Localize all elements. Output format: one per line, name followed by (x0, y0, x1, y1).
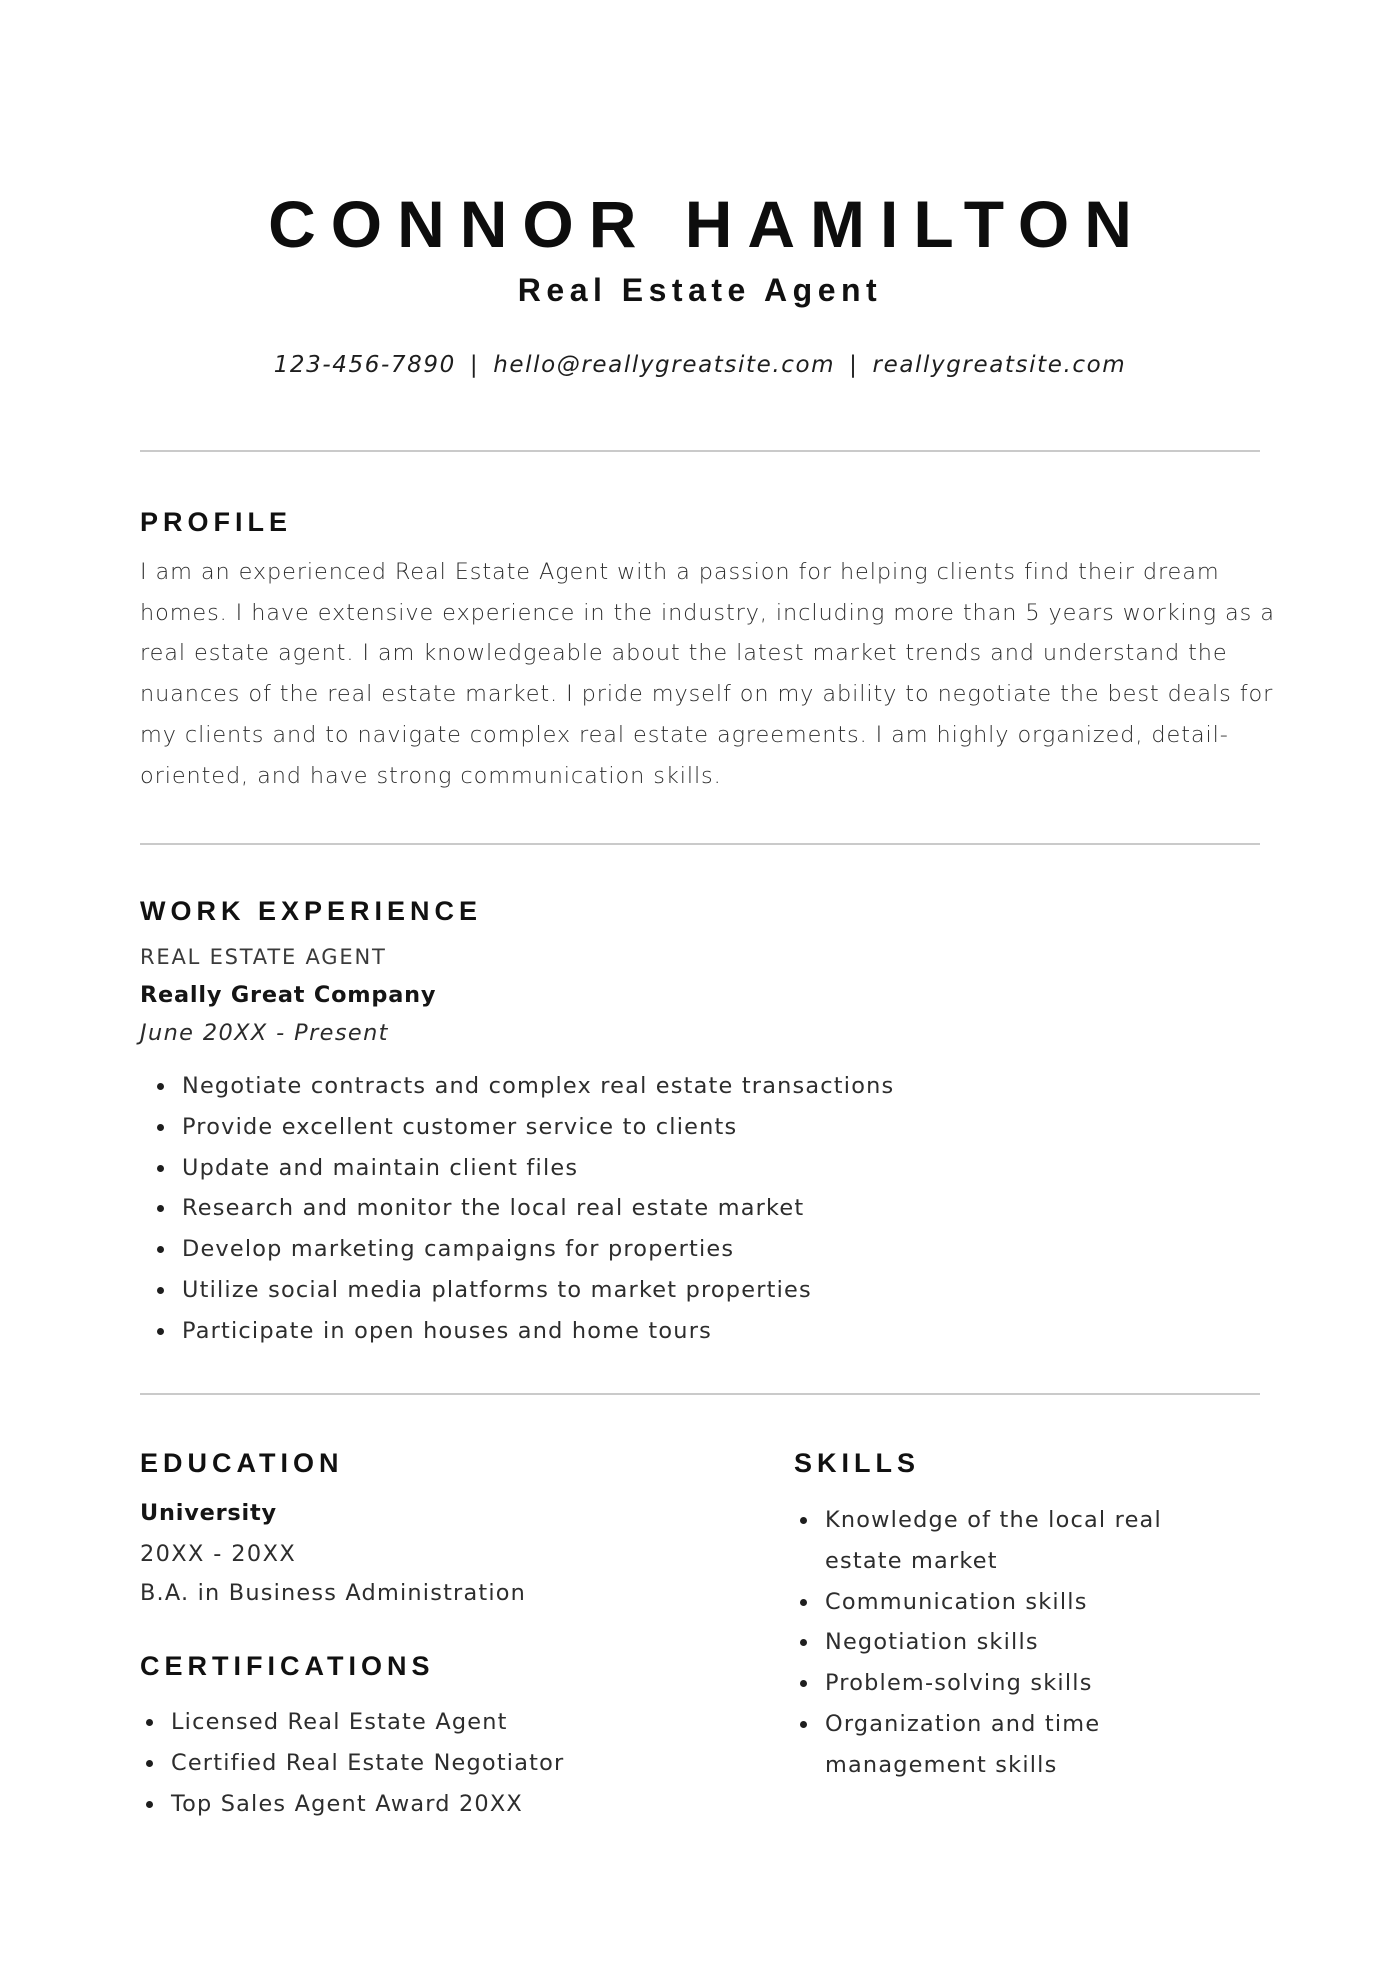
candidate-name: CONNOR HAMILTON (268, 187, 1147, 261)
divider (140, 843, 1260, 845)
list-item (140, 1188, 1040, 1229)
list-item (794, 1500, 1234, 1582)
bullet-icon (146, 1719, 153, 1726)
job-duties-list (140, 1066, 1040, 1352)
list-item (140, 1311, 1040, 1352)
divider (140, 1393, 1260, 1395)
list-item (140, 1270, 1040, 1311)
contact-separator: | (469, 352, 480, 378)
certifications-list (140, 1702, 740, 1824)
duty-text: Research and monitor the local real estate market (182, 1195, 805, 1222)
skill-text: Negotiation skills (825, 1629, 1039, 1656)
skill-text: Organization and time management skills (825, 1710, 1101, 1778)
job-dates: June 20XX - Present (140, 1020, 389, 1046)
duty-text: Negotiate contracts and complex real estate transactions (182, 1073, 895, 1099)
skill-text: Communication skills (825, 1588, 1088, 1615)
education-degree: B.A. in Business Administration (140, 1580, 527, 1606)
bullet-icon (157, 1287, 164, 1294)
list-item (794, 1582, 1234, 1623)
contact-website[interactable]: reallygreatsite.com (872, 352, 1127, 378)
education-years: 20XX - 20XX (140, 1541, 297, 1567)
bullet-icon (800, 1680, 807, 1687)
skill-text: Knowledge of the local real estate market (825, 1507, 1162, 1574)
certification-text: Top Sales Agent Award 20XX (171, 1790, 523, 1817)
list-item (140, 1107, 1040, 1148)
bullet-icon (157, 1328, 164, 1335)
bullet-icon (800, 1721, 807, 1728)
divider (140, 450, 1260, 452)
list-item (140, 1743, 740, 1784)
bullet-icon (157, 1246, 164, 1253)
education-heading: EDUCATION (140, 1448, 344, 1478)
duty-text: Update and maintain client files (182, 1154, 579, 1181)
list-item (140, 1066, 1040, 1107)
contact-phone: 123-456-7890 (273, 352, 456, 378)
bullet-icon (146, 1760, 153, 1767)
list-item (140, 1148, 1040, 1189)
skills-heading: SKILLS (794, 1448, 921, 1478)
contact-email[interactable]: hello@reallygreatsite.com (493, 352, 836, 378)
list-item (140, 1702, 740, 1743)
candidate-job-title: Real Estate Agent (517, 272, 883, 308)
bullet-icon (800, 1517, 807, 1524)
bullet-icon (157, 1124, 164, 1131)
profile-text: I am an experienced Real Estate Agent with a passion for helping clients find their dream homes. I have extensive experience in the industry, including more than 5 years working as a real estate agent. I am knowledgeable about the latest market trends and understand the nuances of the real estate market. I pride myself on my ability to negotiate the best deals for my clients and to navigate complex real estate agreements. I am highly organized, detail-oriented, and have strong communication skills. (140, 559, 1275, 789)
duty-text: Participate in open houses and home tours (182, 1317, 712, 1344)
list-item (140, 1784, 740, 1825)
duty-text: Provide excellent customer service to clients (182, 1113, 738, 1140)
duty-text: Utilize social media platforms to market properties (182, 1276, 812, 1303)
skill-text: Problem-solving skills (825, 1670, 1093, 1697)
work-experience-heading: WORK EXPERIENCE (140, 896, 483, 926)
contact-separator: | (849, 352, 859, 378)
list-item (794, 1704, 1234, 1786)
contact-line (0, 350, 1400, 380)
certifications-heading: CERTIFICATIONS (140, 1651, 435, 1681)
certification-text: Certified Real Estate Negotiator (171, 1749, 565, 1776)
education-school: University (140, 1500, 277, 1526)
bullet-icon (146, 1801, 153, 1808)
bullet-icon (157, 1083, 164, 1090)
bullet-icon (157, 1205, 164, 1212)
company-name: Really Great Company (140, 982, 437, 1008)
bullet-icon (800, 1599, 807, 1606)
list-item (140, 1229, 1040, 1270)
list-item (794, 1663, 1234, 1704)
profile-heading: PROFILE (140, 507, 293, 537)
bullet-icon (800, 1639, 807, 1646)
certification-text: Licensed Real Estate Agent (171, 1709, 508, 1735)
bullet-icon (157, 1165, 164, 1172)
duty-text: Develop marketing campaigns for properties (182, 1236, 735, 1263)
job-title: REAL ESTATE AGENT (140, 945, 387, 969)
skills-list (794, 1500, 1234, 1786)
list-item (794, 1622, 1234, 1663)
